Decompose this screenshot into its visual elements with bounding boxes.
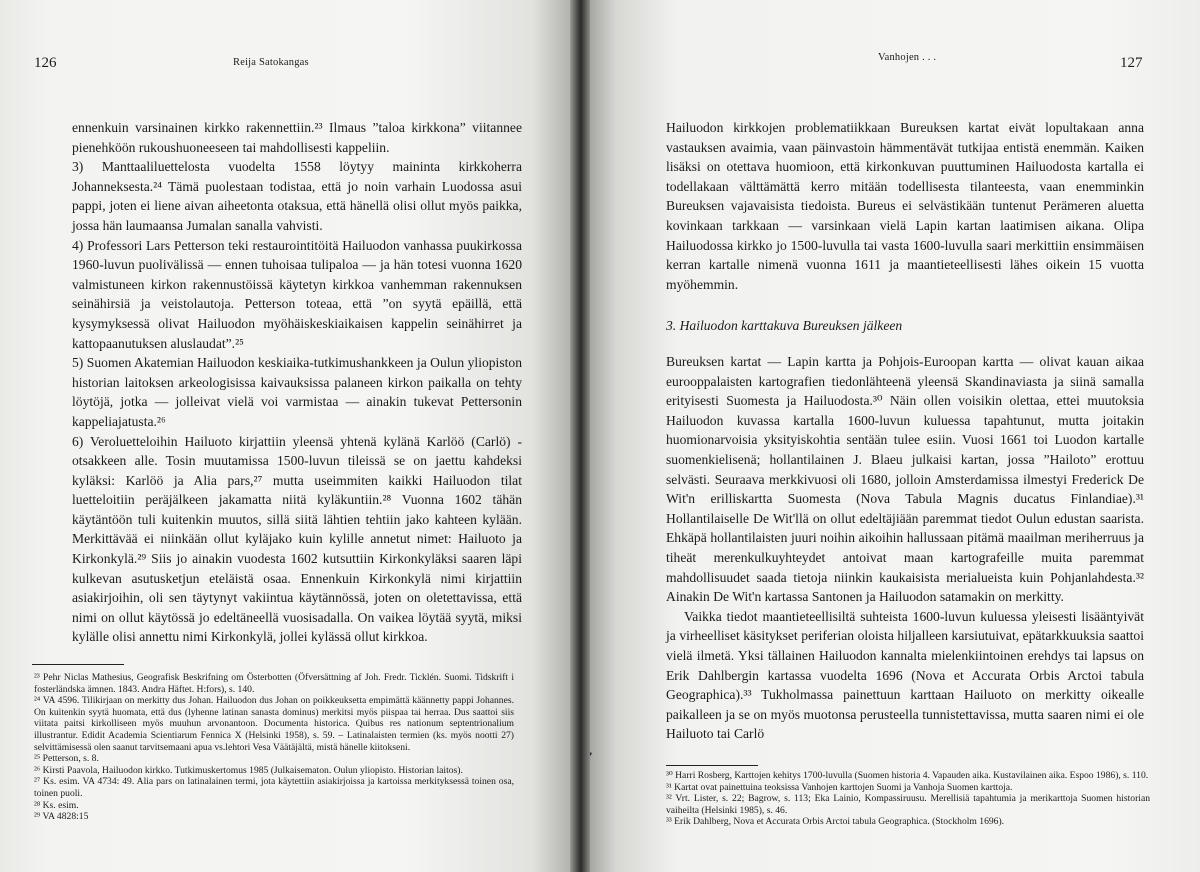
section-heading: 3. Hailuodon karttakuva Bureuksen jälkeen <box>666 318 903 333</box>
left-page <box>0 0 578 872</box>
right-page <box>578 0 1200 872</box>
right-footnotes <box>666 770 1150 828</box>
paragraph: Hailuodon kirkkojen problematiikkaan Bureuksen kartat eivät lopultakaan anna vastauksen avaimia, vaan päinvastoin hämmentävät tutkijaa entistä enemmän. Kaiken lisäksi on otettava huomioon, että kirkonkuvan puuttuminen Hailuodosta kartalla ei todellakaan välttämättä kerro mitään todellisesta tilanteesta, vaan enemminkin Bureuksen vajavaisista tiedoista. Bureus ei selvästikään tuntenut Perämeren aluetta kovinkaan tarkkaan — varsinkaan vielä Lapin kartan laatimisen aikana. Olipa Hailuodossa kirkko jo 1500-luvulla tai vasta 1600-luvulla saari merkittiin ensimmäisen kerran kartalle nimenä vuonna 1611 ja maantieteellisesti lähes oikein 15 vuotta myöhemmin. <box>666 120 1144 292</box>
running-head: Vanhojen . . . <box>878 52 937 63</box>
right-body-text-top <box>666 118 1144 294</box>
footnote: ²⁶ Kirsti Paavola, Hailuodon kirkko. Tutkimuskertomus 1985 (Julkaisematon. Oulun yliopisto. Historian laitos). <box>34 764 463 776</box>
footnote: ²⁹ VA 4828:15 <box>34 811 89 823</box>
footnote-rule <box>32 664 124 665</box>
paragraph: 4) Professori Lars Petterson teki restaurointitöitä Hailuodon vanhassa puukirkossa 1960-luvun puolivälissä — ennen tuhoisaa tulipaloa — ja hän totesi vuonna 1620 valmistuneen kirkon rakennustöissä käytetyn kirkkoa vanhemman rakennuksen seinähirsiä ja veistolautoja. Petterson toteaa, että ”on syytä epäillä, että kysymyksessä olivat Hailuodon myöhäiskeskiaikaisen kappelin seinähirret ja kattopaanutuksen aluslaudat”.²⁵ <box>72 237 522 351</box>
paragraph: 5) Suomen Akatemian Hailuodon keskiaika-tutkimushankkeen ja Oulun yliopiston historian laitoksen arkeologisissa kaivauksissa palaneen kirkon paikalla on tehty löytöjä, jotka — jolleivat vielä voi varmistaa — ainakin tukevat Pettersonin kappeliajatusta.²⁶ <box>72 355 522 429</box>
paragraph: Vaikka tiedot maantieteellisiltä suhteista 1600-luvun kuluessa yleisesti lisääntyivät ja virheelliset käsitykset periferian oloista hiljalleen karsiutuivat, epätarkkuuksia saattoi vielä ilmetä. Yksi tällainen Hailuodon kannalta mielenkiintoinen erehdys tai lapsus on Erik Dahlbergin kartassa vuodelta 1696 (Nova et Accurata Orbis Arctoi tabula Geographica).³³ Tukholmassa painettuun karttaan Hailuoto on merkitty oikealle paikalleen ja se on myös muotonsa perusteella tunnistettavissa, mutta saaren nimi ei ole Hailuoto tai Carlö <box>666 608 1144 742</box>
page-number: 127 <box>1120 55 1143 71</box>
footnote: ²⁸ Ks. esim. <box>34 799 79 811</box>
book-gutter <box>570 0 590 872</box>
footnote: ²⁷ Ks. esim. VA 4734: 49. Alia pars on latinalainen termi, jota käytettiin asiakirjoissa ja kartoissa merkityksessä toinen osa, toinen puoli. <box>34 776 514 799</box>
footnote: ³² Vrt. Lister, s. 22; Bagrow, s. 113; Eka Lainio, Kompassiruusu. Merellisiä tapahtumia ja merikarttoja Suomen historian vaiheilta (Helsinki 1985), s. 46. <box>666 793 1150 816</box>
footnote: ³¹ Kartat ovat painettuina teoksissa Vanhojen karttojen Suomi ja Vanhoja Suomen karttoja. <box>666 781 1013 793</box>
footnote: ²³ Pehr Niclas Mathesius, Geografisk Beskrifning om Österbotten (Öfversättning af Joh. Fredr. Ticklén. Suomi. Tidskrift i fosterländska ämnen. 1843. Andra Häftet. H:fors), s. 140. <box>34 672 514 695</box>
page-number: 126 <box>34 55 57 71</box>
paragraph: ennenkuin varsinainen kirkko rakennettiin.²³ Ilmaus ”taloa kirkkona” viitannee pienehköön rukoushuoneeseen tai mahdollisesti kappeliin. <box>72 120 522 155</box>
footnote: ²⁵ Petterson, s. 8. <box>34 753 99 765</box>
paragraph: Bureuksen kartat — Lapin kartta ja Pohjois-Euroopan kartta — olivat kauan aikaa eurooppalaisten kartografien tiedonlähteenä yleensä Skandinaviasta ja siinä samalla erityisesti Suomesta ja Hailuodosta.³⁰ Näin ollen voisikin olettaa, ettei muutoksia Hailuodon kuvassa kartalla 1600-luvun kuluessa tapahtunut, mutta joitakin huomionarvoisia yksityiskohtia sentään tulee esiin. Vuosi 1661 toi Luodon kartalle suomenkielisenä; hollantilainen J. Blaeu julkaisi kartan, jossa ”Hailoto” erottuu selvästi. Seuraava merkkivuosi oli 1680, jolloin Amsterdamissa ilmestyi Frederick De Wit'n erilliskartta Suomesta (Nova Tabula Magnis ducatus Finlandiae).³¹ Hollantilaiselle De Wit'llä on ollut edeltäjiään paremmat tiedot Oulun edustan saaristа. Ehkäpä hollantilaisten juuri noihin aikoihin hallussaan pitämä maailman meriherruus ja tiheät merenkulkuyhteydet antoivat maan kartografeille muita paremmat mahdollisuudet saada tietoja niinkin kaukaisista merialueista kuin Pohjanlahdesta.³² Ainakin De Wit'n kartassa Santonen ja Hailuodon satamakin on merkitty. <box>666 354 1144 605</box>
paragraph: 6) Veroluetteloihin Hailuoto kirjattiin yleensä yhtenä kylänä Karlöö (Carlö) -otsakkeen alle. Tosin muutamissa 1500-luvun tileissä se on jaettu kahdeksi kyläksi: Karlöö ja Alia pars,²⁷ mutta useimmiten kaikki Hailuodon tilat luetteloitiin peräjälkeen jakamatta niitä kyläkuntiin.²⁸ Vuonna 1602 tähän käytäntöön tuli kuitenkin muutos, sillä siitä lähtien tehtiin jako kahteen kylään. Merkittävää ei niinkään ollut kyläjako kuin kylille annetut nimet: Hailuoto ja Kirkonkylä.²⁹ Siis jo ainakin vuodesta 1602 kutsuttiin Kirkonkyläksi saaren läpi kulkevan asutusketjun eteläistä osaa. Ennenkuin Kirkonkylä nimi kirjattiin asiakirjoihin, oli sen täytynyt vakiintua käytännössä, joten on oletettavissa, että nimi on ollut käytössä jo edeltäneellä vuosisadalla. On vaikea löytää syytä, miksi kylälle olisi annettu nimi Kirkonkylä, jollei kylässä ollut kirkkoa. <box>72 433 522 645</box>
footnote: ³⁰ Harri Rosberg, Karttojen kehitys 1700-luvulla (Suomen historia 4. Vapauden aika. Kustavilainen aika. Espoo 1986), s. 110. <box>666 770 1149 781</box>
footnote-rule <box>666 765 758 766</box>
footnote: ²⁴ VA 4596. Tilikirjaan on merkitty dus Johan. Hailuodon dus Johan on poikkeuksetta empimättä käännetty pappi Johannes. On kuitenkin syytä huomata, että dus (lyhenne latinan sanasta dominus) merkitsi myös piispaa tai herraa. Dus saattoi siis viitata paitsi kirkolliseen myös muuhun arvonantoon. Documenta historica. Quibus res nationum septentrionalium illustrantur. Edidit Academia Scientiarum Fennica X (Helsinki 1958), s. 59. – Latinalaisten termien (ks. myös nootti 27) selvittämisessä olen saanut tarvitsemaani apua vs.lehtori Vesa Väätäjältä, mistä hänelle kiitokseni. <box>34 695 514 753</box>
left-body-text <box>72 118 522 647</box>
running-head: Reija Satokangas <box>233 57 309 68</box>
paragraph: 3) Manttaaliluettelosta vuodelta 1558 löytyy maininta kirkkoherra Johanneksesta.²⁴ Tämä puolestaan todistaa, että jo noin varhain Luodossa asui pappi, joten ei liene aivan aiheetonta otaksua, että hänellä olisi ollut myös paikka, jossa hän laumaansa Jumalan sanalla vahvisti. <box>72 159 522 233</box>
footnote: ³³ Erik Dahlberg, Nova et Accurata Orbis Arctoi tabula Geographica. (Stockholm 1696). <box>666 816 1005 828</box>
right-body-text <box>666 352 1144 744</box>
left-footnotes <box>34 672 514 823</box>
